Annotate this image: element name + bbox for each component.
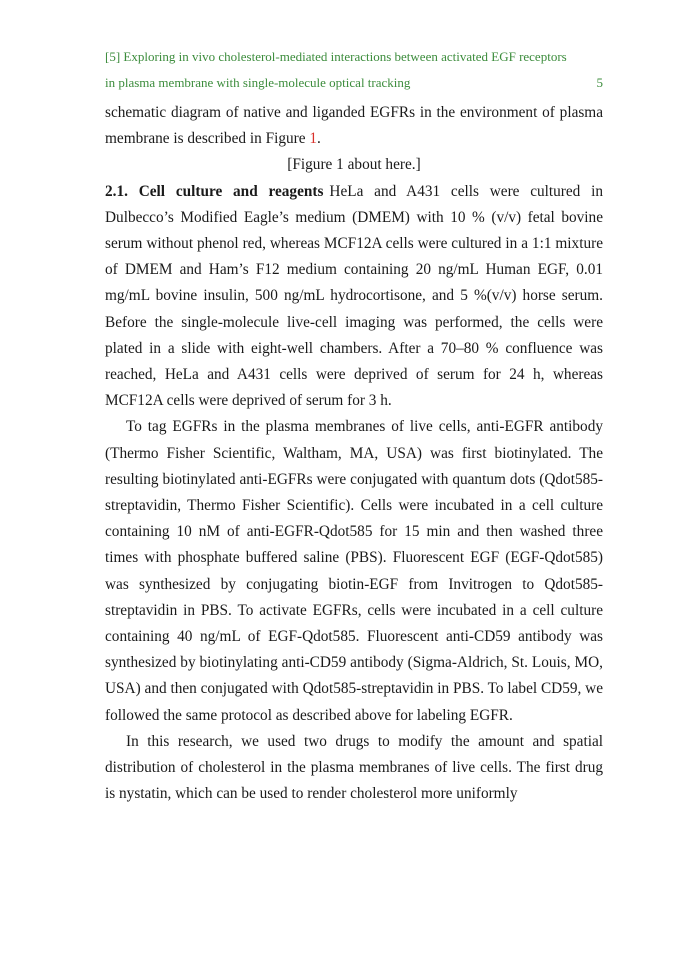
running-header bbox=[105, 44, 603, 96]
header-title-line-1: [5] Exploring in vivo cholesterol-mediated interactions between activated EGF receptors bbox=[105, 49, 567, 64]
section-paragraph-2: To tag EGFRs in the plasma membranes of live cells, anti-EGFR antibody (Thermo Fisher Scientific, Waltham, MA, USA) was first biotinylated. The resulting biotinylated anti-EGFRs were conjugated with quantum dots (Qdot585-streptavidin, Thermo Fisher Scientific). Cells were incubated in a cell culture containing 10 nM of anti-EGFR-Qdot585 for 15 min and then washed three times with phosphate buffered saline (PBS). Fluorescent EGF (EGF-Qdot585) was synthesized by conjugating biotin-EGF from Invitrogen to Qdot585-streptavidin in PBS. To activate EGFRs, cells were incubated in a cell culture containing 40 ng/mL of EGF-Qdot585. Fluorescent anti-CD59 antibody was synthesized by biotinylating anti-CD59 antibody (Sigma-Aldrich, St. Louis, MO, USA) and then conjugated with Qdot585-streptavidin in PBS. To label CD59, we followed the same protocol as described above for labeling EGFR. bbox=[105, 418, 603, 724]
page-number: 5 bbox=[596, 75, 603, 90]
intro-text: schematic diagram of native and liganded EGFRs in the environment of plasma membrane is described in Figure bbox=[105, 104, 603, 148]
intro-text-end: . bbox=[316, 130, 321, 148]
header-line-2 bbox=[105, 70, 603, 96]
header-line-1 bbox=[105, 44, 603, 70]
section-paragraph-1-text: HeLa and A431 cells were cultured in Dulbecco’s Modified Eagle’s medium (DMEM) with 10 % (v/v) fetal bovine serum without phenol red, whereas MCF12A cells were cultured in a 1:1 mixture of DMEM and Ham’s F12 medium containing 20 ng/mL Human EGF, 0.01 mg/mL bovine insulin, 500 ng/mL hydrocortisone, and 5 %(v/v) horse serum. Before the single-molecule live-cell imaging was performed, the cells were plated in a slide with eight-well chambers. After a 70–80 % confluence was reached, HeLa and A431 cells were deprived of serum for 24 h, whereas MCF12A cells were deprived of serum for 3 h. bbox=[105, 182, 604, 410]
intro-paragraph bbox=[105, 100, 603, 152]
figure-placeholder: [Figure 1 about here.] bbox=[287, 156, 421, 174]
section-paragraph-3: In this research, we used two drugs to modify the amount and spatial distribution of cholesterol in the plasma membranes of live cells. The first drug is nystatin, which can be used to render cholesterol more uniformly bbox=[105, 732, 603, 803]
section-title: 2.1. Cell culture and reagents bbox=[105, 182, 324, 200]
body-text bbox=[105, 100, 603, 807]
section-paragraph-1 bbox=[105, 179, 603, 415]
header-title-line-2: in plasma membrane with single-molecule optical tracking bbox=[105, 75, 411, 90]
figure-reference-link[interactable]: 1 bbox=[309, 130, 317, 148]
